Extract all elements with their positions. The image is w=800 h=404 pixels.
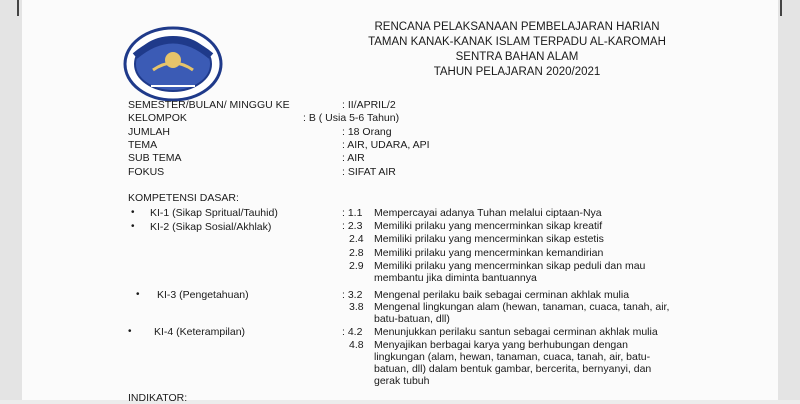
header-line-4: TAHUN PELAJARAN 2020/2021: [433, 66, 601, 78]
bullet-icon: •: [136, 289, 140, 300]
info-value: : AIR: [342, 152, 365, 164]
info-label: TEMA: [128, 139, 158, 151]
info-label: FOKUS: [128, 166, 165, 178]
scan-edge-left: [0, 0, 22, 400]
kd-text: Menunjukkan perilaku santun sebagai cerminan akhlak mulia: [374, 326, 658, 338]
ki-label: KI-3 (Pengetahuan): [157, 289, 249, 301]
kd-text: Mengenal lingkungan alam (hewan, tanaman, cuaca, tanah, air,: [374, 301, 670, 313]
kd-text: membantu jika diminta bantuannya: [374, 272, 537, 284]
info-value: : II/APRIL/2: [342, 99, 396, 111]
scan-edge-mark: [780, 0, 782, 16]
scan-edge-mark: [17, 0, 19, 16]
ki-label: KI-2 (Sikap Sosial/Akhlak): [150, 221, 272, 233]
kd-text: Memiliki prilaku yang mencerminkan sikap estetis: [374, 233, 604, 245]
kd-number: : 1.1: [342, 207, 363, 219]
kd-text: Memiliki prilaku yang mencerminkan kemandirian: [374, 247, 604, 259]
bullet-icon: •: [128, 326, 132, 337]
kd-text: Menyajikan berbagai karya yang berhubungan dengan: [374, 339, 628, 351]
kd-text: gerak tubuh: [374, 375, 430, 387]
kd-number: 2.9: [349, 260, 364, 272]
kd-text: batuan, dll) dalam bentuk gambar, bercerita, bernyanyi, dan: [374, 363, 652, 375]
kd-number: : 3.2: [342, 289, 363, 301]
kd-text: Mempercayai adanya Tuhan melalui ciptaan-Nya: [374, 207, 602, 219]
kd-text: lingkungan (alam, hewan, tanaman, cuaca, tanah, air, batu-: [374, 351, 651, 363]
bullet-icon: •: [131, 207, 135, 218]
kd-number: 3.8: [349, 301, 364, 313]
kompetensi-title: KOMPETENSI DASAR:: [128, 192, 239, 204]
info-label: KELOMPOK: [128, 112, 187, 124]
info-value: : B ( Usia 5-6 Tahun): [303, 112, 400, 124]
scan-edge-right: [778, 0, 800, 400]
kd-number: 2.8: [349, 247, 364, 259]
info-value: : SIFAT AIR: [342, 166, 396, 178]
info-label: SUB TEMA: [128, 152, 182, 164]
indikator-title: INDIKATOR:: [128, 392, 188, 404]
kd-text: Memiliki prilaku yang mencerminkan sikap peduli dan mau: [374, 260, 646, 272]
kd-number: : 4.2: [342, 326, 363, 338]
info-value: : AIR, UDARA, API: [342, 139, 430, 151]
info-label: JUMLAH: [128, 126, 171, 138]
school-logo: [123, 26, 223, 102]
header-line-1: RENCANA PELAKSANAAN PEMBELAJARAN HARIAN: [374, 21, 660, 33]
document-page: [22, 0, 778, 404]
header-line-3: SENTRA BAHAN ALAM: [455, 51, 579, 63]
ki-label: KI-1 (Sikap Spritual/Tauhid): [150, 207, 278, 219]
kd-number: : 2.3: [342, 220, 363, 232]
kd-text: batu-batuan, dll): [374, 313, 450, 325]
kd-text: Memiliki prilaku yang mencerminkan sikap kreatif: [374, 220, 603, 232]
info-label: SEMESTER/BULAN/ MINGGU KE: [128, 99, 290, 111]
kd-number: 2.4: [349, 233, 364, 245]
info-value: : 18 Orang: [342, 126, 392, 138]
ki-label: KI-4 (Keterampilan): [154, 326, 246, 338]
kd-text: Mengenal perilaku baik sebagai cerminan akhlak mulia: [374, 289, 630, 301]
bullet-icon: •: [131, 221, 135, 232]
header-line-2: TAMAN KANAK-KANAK ISLAM TERPADU AL-KAROMAH: [368, 36, 666, 48]
kd-number: 4.8: [349, 339, 364, 351]
